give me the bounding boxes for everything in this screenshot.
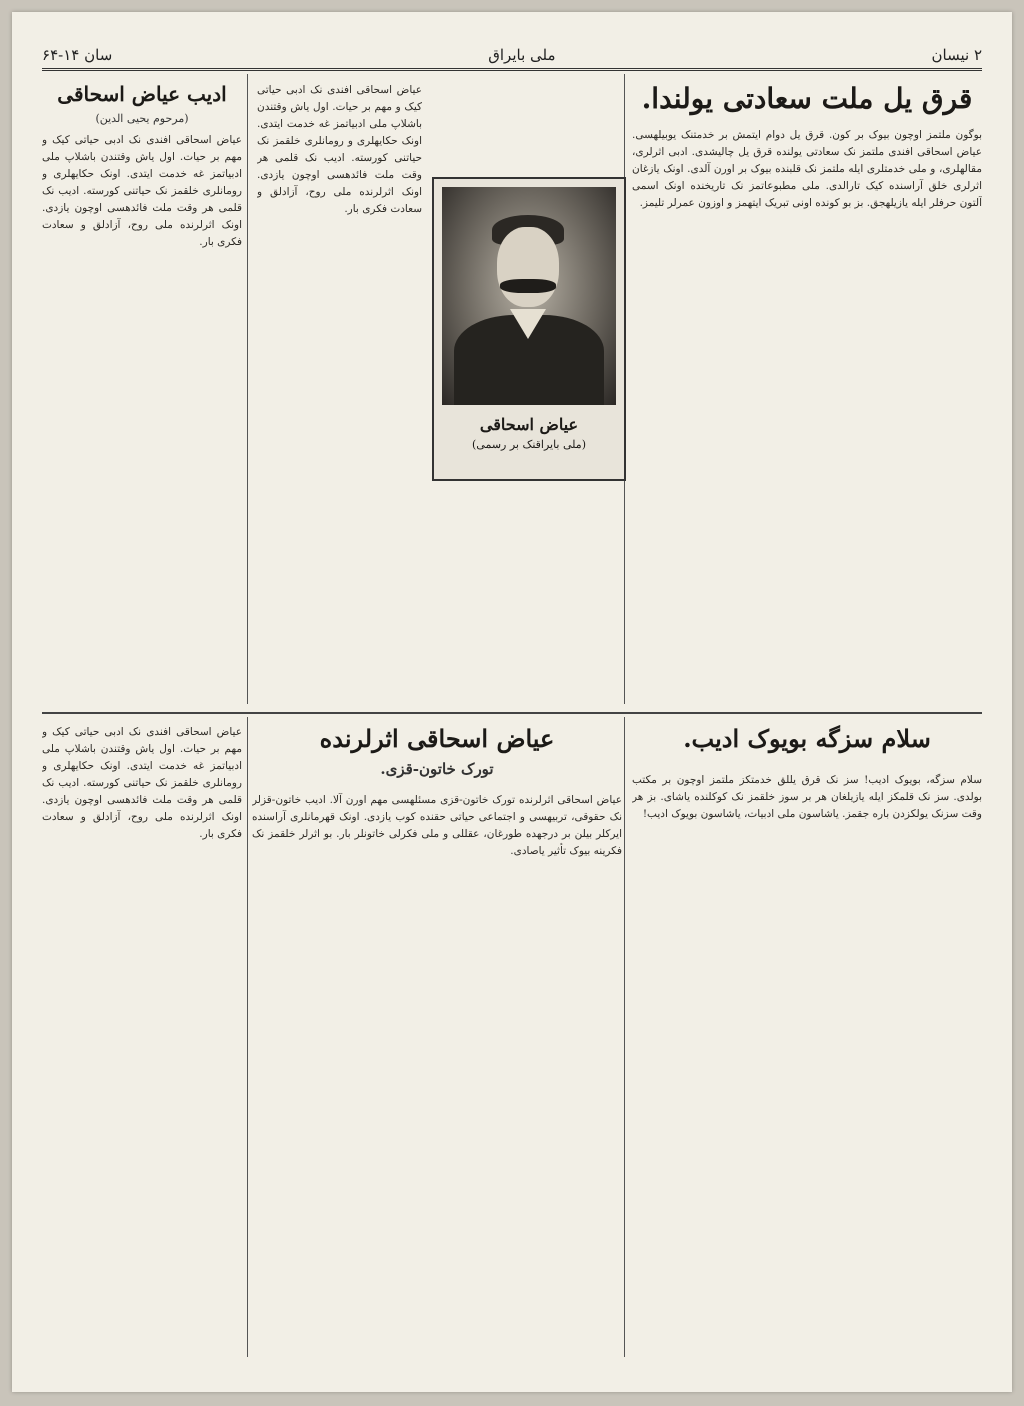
portrait-mustache: [500, 279, 556, 293]
article-3-headline: عیاض اسحاقی اثرلرنده: [319, 724, 555, 753]
page-header: [42, 40, 982, 71]
header-issue-date: ۲ نیسان: [931, 46, 982, 64]
portrait-photo: [432, 177, 626, 481]
newspaper-page: [12, 12, 1012, 1392]
article-1-headline: قرق یل ملت سعادتی یولندا.: [641, 82, 973, 115]
photo-caption: [434, 415, 624, 451]
column-rule: [247, 717, 248, 1357]
article-2-body: عیاض اسحاقی افندی نک ادبی حیاتی کیک و مهم بر حیات. اول یاش وقتندن باشلاپ ملی ادبیاتمز غه خدمت ایتدی. اونک حکایهلری و رومانلری خلقمز نک حیاتنی کورسته. ادیب نک قلمی هر وقت ملت فائدهسی اوچون یازدی. اونک اثرلرنده ملی روح، آزادلق و سعادت فکری بار.: [42, 134, 242, 248]
article-3-subtitle: تورک خاتون-قزی.: [380, 760, 494, 778]
portrait-image: [442, 187, 616, 405]
article-4-headline: سلام سزگه بویوک ادیب.: [683, 724, 931, 753]
photo-caption-sub: (ملی بایراقنک بر رسمی): [472, 438, 586, 451]
article-4-body: سلام سزگه، بویوک ادیب! سز نک قرق یللق خدمتکز ملتمز اوچون بر مکتب بولدی. سز نک قلمکز ایله یازیلغان هر بر سوز خلقمز نک کوکلنده یاشای. بز هر وقت سزنک یولکزدن باره جقمز. یاشاسون ملی ادبیات، یاشاسون بویوک ادیب!: [632, 774, 982, 820]
article-1-body: بوگون ملتمز اوچون بیوک بر کون. قرق یل دوام ایتمش بر خدمتنک یوبیلهسی. عیاض اسحاقی افندی ملتمز نک سعادتی یولنده قرق یل چالیشدی. ادبی اثرلری، مقالهلری، و ملی خدمتلری ایله ملتمز نک قلبنده بیوک بر اورن آلدی. اونک یازغان اثرلری خلق آراسنده کیک تارالدی. ملی مطبوعاتمز نک تاریخنده اونک اسمی آلتون حرفلر ایله یازیلهجق. بز بو کونده اونی تبریک ایتهمز و اوزون عمرلر تلیمز.: [632, 129, 982, 209]
header-masthead: ملی بایراق: [488, 46, 556, 64]
article-2-headline: ادیب عیاض اسحاقی: [57, 82, 227, 106]
header-volume: سان ۱۴-۶۴: [42, 46, 113, 64]
article-2-subtitle: (مرحوم یحیی الدین): [95, 112, 189, 125]
column-rule: [624, 717, 625, 1357]
article-2-bottom: عیاض اسحاقی افندی نک ادبی حیاتی کیک و مهم بر حیات. اول یاش وقتندن باشلاپ ملی ادبیاتمز غه خدمت ایتدی. اونک حکایهلری و رومانلری خلقمز نک حیاتنی کورسته. ادیب نک قلمی هر وقت ملت فائدهسی اوچون یازدی. اونک اثرلرنده ملی روح، آزادلق و سعادت فکری بار.: [42, 726, 242, 840]
section-divider: [42, 712, 982, 714]
portrait-face: [497, 227, 559, 307]
article-3-body: عیاض اسحاقی اثرلرنده تورک خاتون-قزی مسئلهسی مهم اورن آلا. ادیب خاتون-قزلر نک حقوقی، تربیهسی و اجتماعی حیاتی حقنده کوب یازدی. اونک قهرمانلری آراسنده ایرکلر بیلن بر درجهده طورغان، عقللی و ملی فکرلی خاتونلر بار. بو اثرلر خلقمز نک فکرینه بیوک تأثیر یاصادی.: [252, 794, 622, 857]
column-rule: [247, 74, 248, 704]
photo-caption-name: عیاض اسحاقی: [479, 415, 579, 434]
article-2-continued: عیاض اسحاقی افندی نک ادبی حیاتی کیک و مهم بر حیات. اول یاش وقتندن باشلاپ ملی ادبیاتمز غه خدمت ایتدی. اونک حکایهلری و رومانلری خلقمز نک حیاتنی کورسته. ادیب نک قلمی هر وقت ملت فائدهسی اوچون یازدی. اونک اثرلرنده ملی روح، آزادلق و سعادت فکری بار.: [257, 84, 422, 215]
